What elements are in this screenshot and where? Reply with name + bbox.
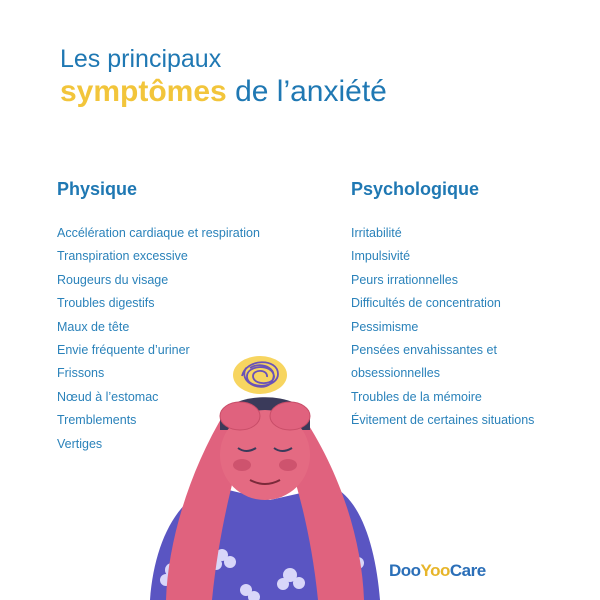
list-item: Pessimisme bbox=[351, 319, 419, 334]
title-line-1: Les principaux bbox=[60, 45, 222, 73]
page-title bbox=[60, 44, 387, 110]
list-item: Troubles de la mémoire bbox=[351, 389, 482, 404]
title-line-2 bbox=[60, 74, 387, 110]
list-item: Peurs irrationnelles bbox=[351, 272, 458, 287]
list-item: Évitement de certaines situations bbox=[351, 413, 535, 428]
list-item: Impulsivité bbox=[351, 249, 411, 264]
list-item: Transpiration excessive bbox=[57, 249, 188, 264]
psychological-heading: Psychologique bbox=[351, 179, 480, 199]
psychological-symptoms-column bbox=[351, 178, 571, 433]
title-highlight: symptômes bbox=[60, 75, 227, 108]
physical-heading: Physique bbox=[57, 179, 138, 199]
list-item: Irritabilité bbox=[351, 226, 402, 240]
title-rest: de l’anxiété bbox=[226, 75, 387, 108]
dooyoocare-logo bbox=[389, 561, 486, 581]
logo-part-3: Care bbox=[449, 561, 486, 580]
stressed-person-holding-head-icon bbox=[150, 350, 380, 600]
list-item: Tremblements bbox=[57, 413, 137, 428]
list-item: Frissons bbox=[57, 366, 105, 381]
logo-part-1: Doo bbox=[389, 561, 421, 580]
list-item: Nœud à l’estomac bbox=[57, 389, 159, 404]
list-item: Vertiges bbox=[57, 436, 103, 451]
list-item: Pensées envahissantes et bbox=[351, 342, 497, 357]
list-item: Troubles digestifs bbox=[57, 296, 155, 311]
worry-scribble-icon bbox=[233, 356, 287, 394]
list-item: Rougeurs du visage bbox=[57, 272, 169, 287]
psychological-symptoms-list bbox=[351, 222, 571, 433]
list-item: Difficultés de concentration bbox=[351, 296, 501, 311]
list-item: obsessionnelles bbox=[351, 366, 440, 381]
logo-part-2: Yoo bbox=[420, 561, 450, 580]
list-item: Accélération cardiaque et respiration bbox=[57, 226, 260, 240]
list-item: Envie fréquente d’uriner bbox=[57, 342, 190, 357]
list-item: Maux de tête bbox=[57, 319, 130, 334]
